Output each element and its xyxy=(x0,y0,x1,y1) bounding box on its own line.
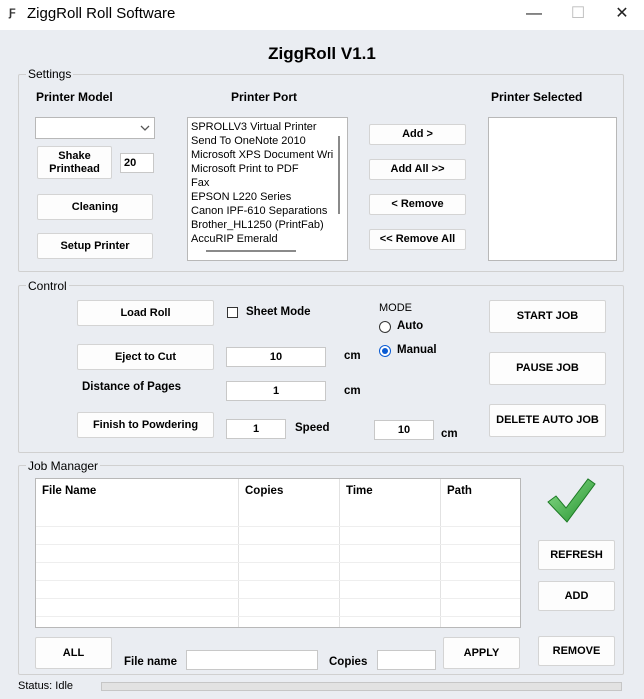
mode-auto-label: Auto xyxy=(397,320,424,332)
port-list-item[interactable]: Fax xyxy=(191,177,210,189)
maximize-button[interactable]: ☐ xyxy=(570,5,586,22)
table-row[interactable] xyxy=(36,599,521,617)
speed-value-input[interactable]: 10 xyxy=(374,420,434,440)
speed-label: Speed xyxy=(295,422,330,434)
remove-printer-button[interactable]: < Remove xyxy=(369,194,466,215)
green-checkmark-icon xyxy=(546,476,596,524)
port-list-item[interactable]: SPROLLV3 Virtual Printer xyxy=(191,121,317,133)
port-list-item[interactable]: AccuRIP Emerald xyxy=(191,233,278,245)
printer-selected-list[interactable] xyxy=(488,117,617,261)
port-list-item[interactable]: Send To OneNote 2010 xyxy=(191,135,306,147)
apply-button[interactable]: APPLY xyxy=(443,637,520,669)
port-list-item[interactable]: Canon IPF-610 Separations xyxy=(191,205,328,217)
printer-port-list[interactable] xyxy=(187,117,348,261)
settings-group-label: Settings xyxy=(28,67,72,81)
job-table-header xyxy=(36,479,521,527)
sheet-mode-label: Sheet Mode xyxy=(246,306,311,318)
control-group-label: Control xyxy=(28,279,67,293)
table-cell xyxy=(239,563,340,581)
printer-model-dropdown[interactable] xyxy=(35,117,155,139)
shake-printhead-button[interactable] xyxy=(37,146,112,179)
app-icon: Ƒ xyxy=(9,7,16,19)
printer-model-label: Printer Model xyxy=(36,90,113,104)
eject-value-input[interactable]: 10 xyxy=(226,347,326,367)
table-cell xyxy=(441,563,522,581)
file-name-input[interactable] xyxy=(186,650,318,670)
window-title: ZiggRoll Roll Software xyxy=(27,5,176,22)
delete-auto-job-button[interactable]: DELETE AUTO JOB xyxy=(489,404,606,437)
table-cell xyxy=(340,545,441,563)
finish-value-input[interactable]: 1 xyxy=(226,419,286,439)
status-text: Status: Idle xyxy=(18,680,74,692)
column-file-name[interactable]: File Name xyxy=(36,479,239,527)
printer-selected-label: Printer Selected xyxy=(491,90,583,104)
port-list-item[interactable]: Microsoft XPS Document Wri xyxy=(191,149,334,161)
finish-to-powdering-button[interactable]: Finish to Powdering xyxy=(77,412,214,438)
remove-job-button[interactable]: REMOVE xyxy=(538,636,615,666)
table-cell xyxy=(340,581,441,599)
all-button[interactable]: ALL xyxy=(35,637,112,669)
table-cell xyxy=(441,527,522,545)
table-cell xyxy=(36,545,239,563)
column-path[interactable]: Path xyxy=(441,479,522,527)
table-row[interactable] xyxy=(36,545,521,563)
add-printer-button[interactable]: Add > xyxy=(369,124,466,145)
file-name-label: File name xyxy=(124,656,178,668)
close-button[interactable]: ✕ xyxy=(615,5,629,22)
pause-job-button[interactable]: PAUSE JOB xyxy=(489,352,606,385)
distance-unit-label: cm xyxy=(344,385,361,397)
table-row[interactable] xyxy=(36,581,521,599)
speed-unit-label: cm xyxy=(441,428,458,440)
mode-manual-label: Manual xyxy=(397,344,437,356)
table-cell xyxy=(36,617,239,629)
table-cell xyxy=(239,545,340,563)
table-cell xyxy=(340,563,441,581)
vertical-scrollbar-thumb[interactable] xyxy=(338,136,340,214)
column-copies[interactable]: Copies xyxy=(239,479,340,527)
table-row[interactable] xyxy=(36,527,521,545)
table-cell xyxy=(441,599,522,617)
horizontal-scrollbar-thumb[interactable] xyxy=(206,250,296,252)
mode-auto-radio[interactable] xyxy=(379,321,391,333)
table-cell xyxy=(239,527,340,545)
table-cell xyxy=(36,563,239,581)
table-cell xyxy=(340,599,441,617)
table-cell xyxy=(239,599,340,617)
table-row[interactable] xyxy=(36,563,521,581)
eject-unit-label: cm xyxy=(344,350,361,362)
port-list-item[interactable]: EPSON L220 Series xyxy=(191,191,292,203)
minimize-button[interactable]: — xyxy=(526,5,542,22)
table-cell xyxy=(239,617,340,629)
eject-to-cut-button[interactable]: Eject to Cut xyxy=(77,344,214,370)
progress-bar xyxy=(101,682,622,691)
table-cell xyxy=(340,527,441,545)
job-table[interactable] xyxy=(35,478,521,628)
distance-value-input[interactable]: 1 xyxy=(226,381,326,401)
table-row[interactable] xyxy=(36,617,521,629)
table-cell xyxy=(36,527,239,545)
job-table-body xyxy=(36,527,521,629)
table-cell xyxy=(36,599,239,617)
table-cell xyxy=(441,581,522,599)
cleaning-button[interactable]: Cleaning xyxy=(37,194,153,220)
setup-printer-button[interactable]: Setup Printer xyxy=(37,233,153,259)
table-cell xyxy=(441,545,522,563)
printer-port-label: Printer Port xyxy=(231,90,298,104)
table-cell xyxy=(441,617,522,629)
port-list-item[interactable]: Microsoft Print to PDF xyxy=(191,163,299,175)
distance-of-pages-label: Distance of Pages xyxy=(82,381,182,393)
column-time[interactable]: Time xyxy=(340,479,441,527)
chevron-down-icon xyxy=(140,125,150,132)
title-bar xyxy=(0,0,644,30)
table-cell xyxy=(239,581,340,599)
start-job-button[interactable]: START JOB xyxy=(489,300,606,333)
mode-manual-radio[interactable] xyxy=(379,345,391,357)
sheet-mode-checkbox[interactable] xyxy=(227,307,238,318)
add-job-button[interactable]: ADD xyxy=(538,581,615,611)
job-manager-group-label: Job Manager xyxy=(28,459,99,473)
job-table-grid xyxy=(36,479,521,628)
shake-value-input[interactable]: 20 xyxy=(120,153,154,173)
app-heading: ZiggRoll V1.1 xyxy=(268,44,376,63)
port-list-item[interactable]: Brother_HL1250 (PrintFab) xyxy=(191,219,324,231)
load-roll-button[interactable]: Load Roll xyxy=(77,300,214,326)
refresh-button[interactable]: REFRESH xyxy=(538,540,615,570)
add-all-printers-button[interactable]: Add All >> xyxy=(369,159,466,180)
port-items xyxy=(191,120,335,246)
table-cell xyxy=(36,581,239,599)
copies-input[interactable] xyxy=(377,650,436,670)
table-cell xyxy=(340,617,441,629)
mode-label: MODE xyxy=(379,302,412,314)
remove-all-printers-button[interactable]: << Remove All xyxy=(369,229,466,250)
shake-printhead-label: Shake Printhead xyxy=(49,149,100,175)
copies-label: Copies xyxy=(329,656,368,668)
